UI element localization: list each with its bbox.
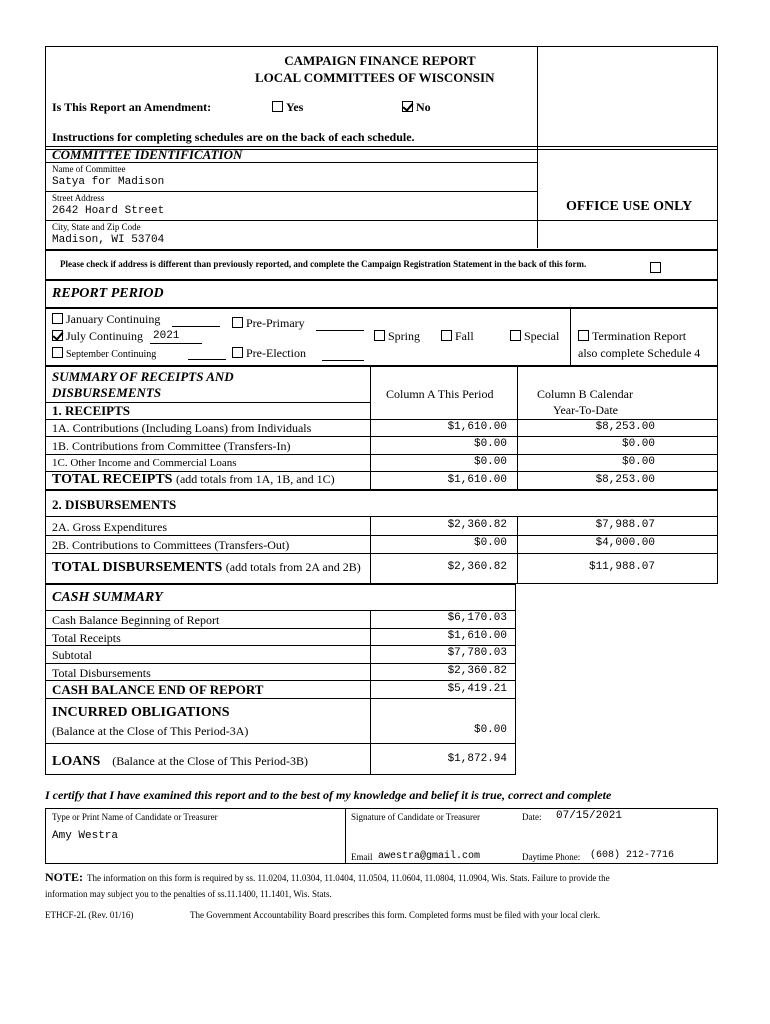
column-b-header-1: Column B Calendar bbox=[537, 387, 633, 401]
january-label: January Continuing bbox=[66, 312, 161, 326]
period-pre-primary[interactable] bbox=[232, 316, 305, 331]
row-2a-col-a[interactable]: $2,360.82 bbox=[447, 519, 507, 531]
termination-note: also complete Schedule 4 bbox=[578, 346, 701, 360]
total-disbursements-label: TOTAL DISBURSEMENTS bbox=[52, 560, 223, 575]
summary-heading-1: SUMMARY OF RECEIPTS AND bbox=[52, 369, 234, 384]
row-1a-col-b[interactable]: $8,253.00 bbox=[595, 421, 655, 433]
committee-name-label: Name of Committee bbox=[52, 164, 126, 174]
address-changed-checkbox[interactable] bbox=[650, 262, 661, 273]
row-1a-label: 1A. Contributions (Including Loans) from Individuals bbox=[52, 421, 312, 435]
street-label: Street Address bbox=[52, 193, 105, 203]
note-text-continued: information may subject you to the penalties of ss.11.1400, 11.1401, Wis. Stats. bbox=[45, 889, 332, 899]
pre-primary-label: Pre-Primary bbox=[246, 316, 305, 330]
period-spring[interactable] bbox=[374, 329, 420, 344]
summary-heading-2: DISBURSEMENTS bbox=[52, 385, 162, 400]
cash-disbursements-value[interactable]: $2,360.82 bbox=[447, 665, 507, 677]
row-1c-col-a[interactable]: $0.00 bbox=[473, 456, 507, 468]
committee-name-value[interactable]: Satya for Madison bbox=[52, 176, 165, 188]
total-disbursements-row bbox=[52, 560, 361, 576]
column-b-header-2: Year-To-Date bbox=[553, 403, 619, 417]
row-2b-col-b[interactable]: $4,000.00 bbox=[595, 537, 655, 549]
form-id: ETHCF-2L (Rev. 01/16) bbox=[45, 910, 134, 920]
loans-value[interactable]: $1,872.94 bbox=[447, 753, 507, 765]
cash-begin-label: Cash Balance Beginning of Report bbox=[52, 613, 220, 627]
checkbox-icon[interactable] bbox=[374, 330, 385, 341]
phone-value[interactable]: (608) 212-7716 bbox=[590, 850, 675, 861]
certification-statement: I certify that I have examined this report and to the best of my knowledge and belief it is true, correct and complete bbox=[45, 788, 612, 802]
row-2a-label: 2A. Gross Expenditures bbox=[52, 520, 167, 534]
cash-summary-heading: CASH SUMMARY bbox=[52, 590, 163, 605]
city-value[interactable]: Madison, WI 53704 bbox=[52, 234, 165, 246]
column-a-header: Column A This Period bbox=[386, 387, 494, 401]
period-termination[interactable] bbox=[578, 329, 686, 344]
gab-statement: The Government Accountability Board prescribes this form. Completed forms must be filed with your local clerk. bbox=[190, 910, 601, 920]
september-label: September Continuing bbox=[66, 349, 157, 360]
city-label: City, State and Zip Code bbox=[52, 222, 141, 232]
total-receipts-row bbox=[52, 472, 335, 488]
date-value[interactable]: 07/15/2021 bbox=[556, 810, 623, 822]
form-subtitle: LOCAL COMMITTEES OF WISCONSIN bbox=[255, 70, 495, 85]
row-1b-col-b[interactable]: $0.00 bbox=[621, 438, 655, 450]
signature-label: Signature of Candidate or Treasurer bbox=[351, 812, 480, 822]
row-1b-label: 1B. Contributions from Committee (Transfers-In) bbox=[52, 439, 291, 453]
street-value[interactable]: 2642 Hoard Street bbox=[52, 205, 165, 217]
period-special[interactable] bbox=[510, 329, 559, 344]
cash-subtotal-value[interactable]: $7,780.03 bbox=[447, 647, 507, 659]
total-receipts-label: TOTAL RECEIPTS bbox=[52, 472, 173, 487]
report-period-heading: REPORT PERIOD bbox=[52, 286, 164, 301]
cash-subtotal-label: Subtotal bbox=[52, 648, 93, 662]
no-label: No bbox=[416, 100, 431, 114]
amendment-question: Is This Report an Amendment: bbox=[52, 100, 212, 114]
email-value[interactable]: awestra@gmail.com bbox=[378, 851, 481, 862]
address-check-text: Please check if address is different than previously reported, and complete the Campaign Registration Statement in the back of this form. bbox=[60, 259, 587, 269]
checkbox-icon[interactable] bbox=[578, 330, 589, 341]
period-september[interactable] bbox=[52, 347, 156, 360]
row-1c-col-b[interactable]: $0.00 bbox=[621, 456, 655, 468]
checkbox-checked-icon[interactable] bbox=[52, 330, 63, 341]
committee-heading: COMMITTEE IDENTIFICATION bbox=[52, 147, 243, 162]
fall-label: Fall bbox=[455, 329, 474, 343]
total-receipts-col-b[interactable]: $8,253.00 bbox=[595, 474, 655, 486]
total-receipts-note: (add totals from 1A, 1B, and 1C) bbox=[175, 472, 335, 486]
footer-note bbox=[45, 868, 735, 887]
treasurer-name-value[interactable]: Amy Westra bbox=[52, 830, 119, 842]
date-label bbox=[522, 812, 542, 822]
cash-end-value[interactable]: $5,419.21 bbox=[447, 683, 507, 695]
checkbox-icon[interactable] bbox=[441, 330, 452, 341]
treasurer-name-label: Type or Print Name of Candidate or Treasurer bbox=[52, 812, 218, 822]
instructions: Instructions for completing schedules are on the back of each schedule. bbox=[52, 130, 415, 144]
cash-end-label: CASH BALANCE END OF REPORT bbox=[52, 682, 264, 697]
amendment-no[interactable] bbox=[402, 100, 431, 115]
termination-label: Termination Report bbox=[592, 329, 687, 343]
july-year-value[interactable]: 2021 bbox=[153, 330, 180, 342]
note-text: The information on this form is required by ss. 11.0204, 11.0304, 11.0404, 11.0504, 11.0604, 11.0804, 11.0904, Wis. Stats. Failure to provide the bbox=[87, 873, 610, 883]
cash-disbursements-label: Total Disbursements bbox=[52, 666, 151, 680]
form-title: CAMPAIGN FINANCE REPORT bbox=[284, 53, 476, 68]
row-1b-col-a[interactable]: $0.00 bbox=[473, 438, 507, 450]
checkbox-icon[interactable] bbox=[232, 347, 243, 358]
phone-label: Daytime Phone: bbox=[522, 852, 581, 862]
loans-note: (Balance at the Close of This Period-3B) bbox=[112, 754, 308, 768]
row-2b-col-a[interactable]: $0.00 bbox=[473, 537, 507, 549]
period-january[interactable] bbox=[52, 312, 160, 327]
incurred-label: INCURRED OBLIGATIONS bbox=[52, 705, 230, 720]
row-1a-col-a[interactable]: $1,610.00 bbox=[447, 421, 507, 433]
spring-label: Spring bbox=[388, 329, 421, 343]
disbursements-heading: 2. DISBURSEMENTS bbox=[52, 497, 177, 512]
cash-begin-value[interactable]: $6,170.03 bbox=[447, 612, 507, 624]
row-1c-label: 1C. Other Income and Commercial Loans bbox=[52, 457, 237, 469]
special-label: Special bbox=[524, 329, 560, 343]
checkbox-icon[interactable] bbox=[272, 101, 283, 112]
row-2b-label: 2B. Contributions to Committees (Transfers-Out) bbox=[52, 538, 290, 552]
row-2a-col-b[interactable]: $7,988.07 bbox=[595, 519, 655, 531]
incurred-value[interactable]: $0.00 bbox=[473, 724, 507, 736]
yes-label: Yes bbox=[286, 100, 304, 114]
pre-election-label: Pre-Election bbox=[246, 346, 306, 360]
total-receipts-col-a[interactable]: $1,610.00 bbox=[447, 474, 507, 486]
loans-label: LOANS bbox=[52, 754, 101, 769]
amendment-yes[interactable] bbox=[272, 100, 303, 115]
checkbox-icon[interactable] bbox=[510, 330, 521, 341]
july-label: July Continuing bbox=[66, 329, 144, 343]
cash-receipts-value[interactable]: $1,610.00 bbox=[447, 630, 507, 642]
period-fall[interactable] bbox=[441, 329, 474, 344]
total-disbursements-col-a[interactable]: $2,360.82 bbox=[447, 561, 507, 573]
receipts-heading: 1. RECEIPTS bbox=[52, 403, 131, 418]
total-disbursements-note: (add totals from 2A and 2B) bbox=[225, 560, 361, 574]
date-label-text: Date: bbox=[522, 812, 542, 822]
loans-row bbox=[52, 752, 308, 770]
checkbox-icon[interactable] bbox=[232, 317, 243, 328]
checkbox-icon[interactable] bbox=[52, 313, 63, 324]
total-disbursements-col-b[interactable]: $11,988.07 bbox=[588, 561, 655, 573]
cash-receipts-label: Total Receipts bbox=[52, 631, 121, 645]
office-use-only: OFFICE USE ONLY bbox=[566, 199, 693, 214]
period-july[interactable] bbox=[52, 329, 143, 344]
note-label: NOTE: bbox=[45, 870, 84, 884]
checkbox-checked-icon[interactable] bbox=[402, 101, 413, 112]
checkbox-icon[interactable] bbox=[52, 347, 63, 358]
incurred-note: (Balance at the Close of This Period-3A) bbox=[52, 724, 249, 738]
period-pre-election[interactable] bbox=[232, 346, 306, 361]
email-label: Email bbox=[351, 852, 373, 862]
